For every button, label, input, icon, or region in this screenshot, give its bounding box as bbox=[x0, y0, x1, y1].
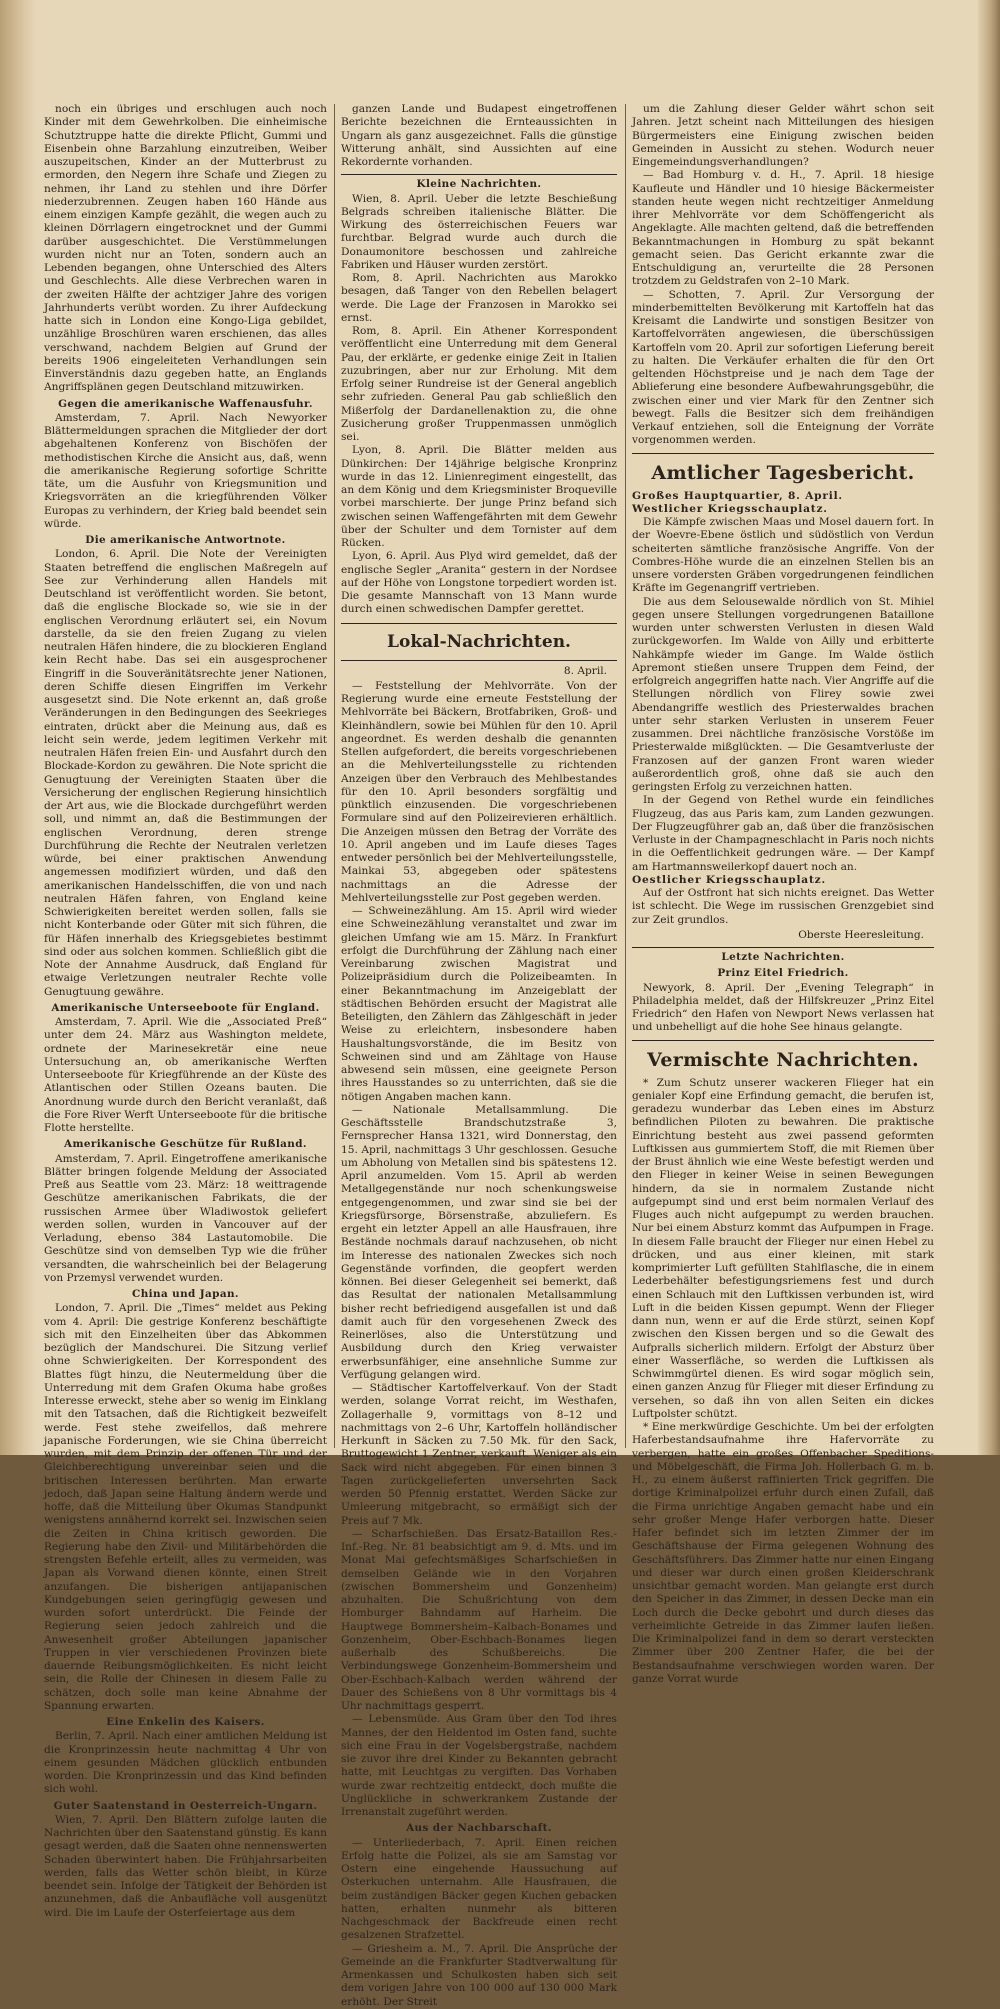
column-3 bbox=[632, 103, 934, 1685]
right-page-edge bbox=[978, 0, 1000, 1455]
column-2 bbox=[341, 103, 617, 2008]
article-text: Lyon, 8. April. Die Blätter melden aus Dünkirchen: Der 14jährige belgische Kronprinz wurde in das 12. Linienregiment eingestellt, das an dem König und dem Kriegsminister Broqueville vorbei marschierte. Der junge Prinz befand sich zwischen seinen Waffengefährten mit dem Gewehr über der Schulter und dem Tornister auf dem Rücken. bbox=[341, 444, 617, 549]
article-text: — Unterliederbach, 7. April. Einen reichen Erfolg hatte die Polizei, als sie am Samstag vor Ostern eine eingehende Haussuchung auf Osterkuchen unternahm. Alle Hausfrauen, die beim zuständigen Bäcker gegen Kuchen gebacken hatten, erhalten nunmehr als bitteren Nachgeschmack der Backfreude einen recht gesalzenen Strafzettel. bbox=[341, 1836, 617, 1942]
section-title-tagesbericht: Amtlicher Tagesbericht. bbox=[651, 461, 915, 484]
article-text: — Schweinezählung. Am 15. April wird wieder eine Schweinezählung veranstaltet und zwar im gleichen Umfang wie am 15. März. In Frankfurt erfolgt die Durchführung der Zählung nach einer Vereinbarung zwischen Magistrat und Polizeipräsidium durch die Polizeibeamten. In einer Bekanntmachung im Anzeigeblatt der städtischen Behörden ersucht der Magistrat alle Beteiligten, den Zählern das Zählgeschäft in jeder Weise zu erleichtern, insbesondere haben Haushaltungsvorstände, die im Besitz von Schweinen sind und am Zähltage von Hause abwesend sein müssen, eine geeignete Person ihres Hausstandes so zu unterrichten, daß sie die nötigen Angaben machen kann. bbox=[341, 905, 617, 1103]
signature: Oberste Heeresleitung. bbox=[798, 928, 924, 941]
section-divider bbox=[632, 947, 934, 948]
article-text: — Bad Homburg v. d. H., 7. April. 18 hiesige Kaufleute und Händler und 10 hiesige Bäckermeister standen heute wegen nicht rechtzeitiger Anmeldung ihrer Mehlvorräte vor dem Schöffengericht als Angeklagte. Alle machten geltend, daß die betreffenden Bekanntmachungen in Homburg zu spät bekannt gemacht seien. Das Gericht erkannte zwar die Entschuldigung an, verurteilte die 28 Personen trotzdem zu Geldstrafen von 2–10 Mark. bbox=[632, 169, 934, 288]
headline: China und Japan. bbox=[132, 1288, 239, 1300]
article-text: Amsterdam, 7. April. Eingetroffene amerikanische Blätter bringen folgende Meldung der Associated Preß aus Seattle vom 23. März: 18 weittragende Geschütze amerikanischen Fabrikats, die der russischen Armee über Wladiwostok geliefert werden sollen, wurden in Vancouver auf der Verladung, ebenso 384 Lastautomobile. Die Geschütze sind von demselben Typ wie die früher versandten, die wahrscheinlich bei der Belagerung von Przemysl verwendet wurden. bbox=[44, 1152, 327, 1284]
headline: Guter Saatenstand in Oesterreich-Ungarn. bbox=[53, 1799, 318, 1812]
headline: Die amerikanische Antwortnote. bbox=[85, 534, 286, 546]
article-text: Wien, 7. April. Den Blättern zufolge lauten die Nachrichten über den Saatenstand günstig. Es kann gesagt werden, daß die Saaten ohne nennenswerten Schaden überwintert haben. Die Frühjahrsarbeiten werden, falls das Wetter schön bleibt, in Kürze beendet sein. Infolge der Tätigkeit der Behörden ist anzunehmen, daß die Anbaufläche voll ausgenützt wird. Die im Laufe der Osterfeiertage aus dem bbox=[44, 1813, 327, 1919]
section-title-vermischte: Vermischte Nachrichten. bbox=[647, 1048, 919, 1071]
article-text: ganzen Lande und Budapest eingetroffenen Berichte bezeichnen die Ernteaussichten in Ungarn als ganz ausgezeichnet. Falls die günstige Witterung anhält, sind Aussichten auf eine Rekordernte vorhanden. bbox=[341, 103, 617, 168]
article-text: um die Zahlung dieser Gelder währt schon seit Jahren. Jetzt scheint nach Mitteilungen des hiesigen Bürgermeisters eine Einigung zwischen beiden Gemeinden in Aussicht zu stehen. Wodurch neuer Eingemeindungsverhandlungen? bbox=[632, 103, 934, 168]
column-rule-1 bbox=[334, 104, 335, 1448]
section-divider bbox=[632, 453, 934, 454]
article-text: Rom, 8. April. Ein Athener Korrespondent veröffentlicht eine Unterredung mit dem General Pau, der erklärte, er gedenke einige Zeit in Italien zuzubringen, aber nur zur Erholung. Mit dem Erfolg seiner Rundreise ist der General angeblich sehr zufrieden. General Pau gab schließlich den Mißerfolg der Dardanellenaktion zu, die ohne Zusicherung großer Truppenmassen unmöglich sei. bbox=[341, 325, 617, 443]
article-text: London, 7. April. Die „Times“ meldet aus Peking vom 4. April: Die gestrige Konferenz beschäftigte sich mit den Einzelheiten über das Abkommen bezüglich der Mandschurei. Die Sitzung verlief ohne Schwierigkeiten. Der Korrespondent des Blattes fügt hinzu, die Neutermeldung über die Unterredung mit dem Grafen Okuma habe großes Interesse erweckt, stehe aber so wenig im Einklang mit den Tatsachen, daß die Richtigkeit bezweifelt werde. Fest stehe zweifellos, daß mehrere japanische Forderungen, wie sie China überreicht wurden, mit dem Prinzip der offenen Tür und der Gleichberechtigung unvereinbar seien und die britischen Interessen berührten. Man erwarte jedoch, daß Japan seine Haltung ändern werde und hoffe, daß die Mitteilung über Okumas Standpunkt wenigstens annähernd korrekt sei. Inzwischen seien die Zeiten in China kritisch geworden. Die Regierung habe den Zivil- und Militärbehörden die strengsten Befehle erteilt, alles zu vermeiden, was Japan als Vorwand dienen könnte, einen Streit anzufangen. Die bisherigen antijapanischen Kundgebungen seien geringfügig gewesen und wurden sofort unterdrückt. Die Feinde der Regierung seien jedoch zahlreich und die Anwesenheit großer Abteilungen japanischer Truppen in vier verschiedenen Provinzen biete dauernde Reibungsmöglichkeiten. Es nicht leicht sein, die Rolle der Chinesen in diesem Falle zu schätzen, doch solle man keine Abnahme der Spannung erwarten. bbox=[44, 1302, 327, 1712]
article-text: London, 6. April. Die Note der Vereinigten Staaten betreffend die englischen Maßregeln auf See zur Verhinderung allen Handels mit Deutschland ist veröffentlicht worden. Sie betont, daß die englische Blockade so, wie sie in der englischen Verordnung erläutert sei, ein Novum darstelle, da sie den freien Zugang zu vielen neutralen Häfen hindere, die zu blockieren England kein Recht habe. Das sei ein ausgesprochener Eingriff in die Souveränitätsrechte jener Nationen, deren Schiffe diesen Eingriffen im Verkehr ausgesetzt sind. Die Note erkennt an, daß große Veränderungen in den Bedingungen des Seekrieges eintraten, drückt aber die Meinung aus, daß es leicht sein werde, jedem legitimen Verkehr mit neutralen Häfen freien Ein- und Ausfahrt durch den Blockade-Kordon zu gewähren. Die Note spricht die Genugtuung der Vereinigten Staaten über die Versicherung der englischen Regierung hinsichtlich der Art aus, wie die Blockade durchgeführt werden soll, und nimmt an, daß die Bestimmungen der englischen Verordnung, deren strenge Durchführung die Rechte der Neutralen verletzen würde, bei einer praktischen Anwendung angemessen modifiziert würden, und daß den amerikanischen Handelsschiffen, die von und nach neutralen Häfen fahren, von England keine Schwierigkeiten bereitet werden sollen, falls sie nicht Konterbande oder Güter mit sich führen, die für Häfen innerhalb des Kriegsgebietes bestimmt sind oder aus solchen kommen. Schließlich gibt die Note der Annahme Ausdruck, daß England für etwaige Verletzungen neutraler Rechte volle Genugtuung gewähre. bbox=[44, 548, 327, 998]
headline: Kleine Nachrichten. bbox=[416, 178, 542, 191]
subheading: Westlicher Kriegsschauplatz. bbox=[632, 502, 828, 515]
article-text: Die aus dem Selousewalde nördlich von St. Mihiel gegen unsere Stellungen vorgedrungenen Bataillone wurden unter schwersten Verlusten in diesen Wald zurückgeworfen. Im Walde von Ailly und erbitterte Nahkämpfe wieder im Gange. Im Walde östlich Apremont stießen unsere Truppen dem Feind, der erfolgreich angegriffen hatte nach. Vier Angriffe auf die Stellungen nördlich von Flirey sowie zwei Abendangriffe westlich des Priesterwaldes brachen unter sehr starken Verlusten in unserem Feuer zusammen. Drei nächtliche französische Vorstöße im Priesterwalde mißglückten. — Die Gesamtverluste der Franzosen auf der ganzen Front waren wieder außerordentlich groß, ohne daß sie auch den geringsten Erfolg zu verzeichnen hatten. bbox=[632, 595, 934, 793]
article-text: — Griesheim a. M., 7. April. Die Ansprüche der Gemeinde an die Frankfurter Stadtverwaltung für Armenkassen und Schulkosten haben sich seit dem vorigen Jahre von 100 000 auf 130 000 Mark erhöht. Der Streit bbox=[341, 1942, 617, 2008]
article-text: Die Kämpfe zwischen Maas und Mosel dauern fort. In der Woevre-Ebene östlich und südöstlich von Verdun scheiterten sämtliche französische Angriffe. Von der Combres-Höhe wurde die an einzelnen Stellen bis an unsere vordersten Gräben vorgedrungenen feindlichen Kräfte im Gegenangriff vertrieben. bbox=[632, 516, 934, 595]
dateline: 8. April. bbox=[563, 664, 607, 677]
article-text: Rom, 8. April. Nachrichten aus Marokko besagen, daß Tanger von den Rebellen belagert werde. Die Lage der Franzosen in Marokko sei ernst. bbox=[341, 272, 617, 324]
article-text: Newyork, 8. April. Der „Evening Telegraph“ in Philadelphia meldet, daß der Hilfskreuzer „Prinz Eitel Friedrich“ den Hafen von Newport News verlassen hat und unbehelligt auf die hohe See hinaus gelangte. bbox=[632, 981, 934, 1034]
article-text: — Feststellung der Mehlvorräte. Von der Regierung wurde eine erneute Feststellung der Mehlvorräte bei Bäckern, Brotfabriken, Groß- und Kleinhändlern, sowie bei Mühlen für den 10. April angeordnet. Es werden deshalb die genannten Stellen aufgefordert, die bereits vorgeschriebenen an die Mehlverteilungsstelle zu richtenden Anzeigen über den Verbrauch des Mehlbestandes für den 10. April besonders sorgfältig und pünktlich einzusenden. Die vorgeschriebenen Formulare sind auf den Polizeirevieren erhältlich. Die Anzeigen müssen den Betrag der Vorräte des 10. April angeben und im Laufe dieses Tages entweder persönlich bei der Mehlverteilungsstelle, Mainkai 53, abgegeben oder spätestens nachmittags an die Adresse der Mehlverteilungsstelle zur Post gegeben werden. bbox=[341, 679, 617, 904]
section-title-lokal: Lokal-Nachrichten. bbox=[341, 623, 617, 661]
headline: Aus der Nachbarschaft. bbox=[406, 1822, 552, 1835]
section-divider bbox=[341, 174, 617, 175]
article-text: Amsterdam, 7. April. Nach Newyorker Blättermeldungen sprachen die Mitglieder der dort abgehaltenen Konferenz von Bischöfen der methodistischen Kirche die Ansicht aus, daß, wenn die amerikanische Regierung sofortige Schritte täte, um die Ausfuhr von Kriegsmunition und Kriegsvorräten an die kriegführenden Völker Europas zu verhindern, der Krieg bald beendet sein würde. bbox=[44, 411, 327, 530]
article-text: Wien, 8. April. Ueber die letzte Beschießung Belgrads schreiben italienische Blätter. Die Wirkung des österreichischen Feuers war furchtbar. Belgrad wurde auch durch die Donaumonitore beschossen und zahlreiche Fabriken und Häuser wurden zerstört. bbox=[341, 192, 617, 271]
left-page-edge bbox=[0, 0, 36, 1455]
article-text: In der Gegend von Rethel wurde ein feindliches Flugzeug, das aus Paris kam, zum Landen gezwungen. Der Flugzeugführer gab an, daß über die französischen Verluste in der Champagneschlacht in Paris noch nichts in die Oeffentlichkeit gedrungen wäre. — Der Kampf am Hartmannsweilerkopf dauert noch an. bbox=[632, 794, 934, 873]
headline: Amerikanische Unterseeboote für England. bbox=[51, 1001, 320, 1014]
article-text: — Städtischer Kartoffelverkauf. Von der Stadt werden, solange Vorrat reicht, im Westhafen, Zollagerhalle 9, vormittags von 8–12 und nachmittags von 2–6 Uhr, Kartoffeln holländischer Herkunft in Säcken zu 7.50 Mk. für den Sack, Bruttogewicht 1 Zentner, verkauft. Weniger als ein Sack wird nicht abgegeben. Für einen binnen 3 Tagen zurückgelieferten unversehrten Sack werden 50 Pfennig erstattet. Werden Säcke zur Umleerung mitgebracht, so ermäßigt sich der Preis auf 7 Mk. bbox=[341, 1382, 617, 1527]
article-text: — Scharfschießen. Das Ersatz-Bataillon Res.-Inf.-Reg. Nr. 81 beabsichtigt am 9. d. Mts. und im Monat Mai gefechtsmäßiges Scharfschießen in demselben Gelände wie in den Vorjahren (zwischen Bommersheim und Gonzenheim) abzuhalten. Die Schußrichtung von dem Homburger Bahndamm auf Harheim. Die Hauptwege Bommersheim–Kalbach-Bonames und Gonzenheim, Ober-Eschbach-Bonames liegen außerhalb des Schußbereichs. Die Verbindungswege Gonzenheim-Bommersheim und Ober-Eschbach-Kalbach werden während der Dauer des Schießens von 8 Uhr vormittags bis 4 Uhr nachmittags gesperrt. bbox=[341, 1527, 617, 1712]
article-text: * Zum Schutz unserer wackeren Flieger hat ein genialer Kopf eine Erfindung gemacht, die berufen ist, geradezu wunderbar das Leben eines im Absturz befindlichen Piloten zu bewahren. Die praktische Einrichtung besteht aus zwei passend geformten Luftkissen aus gummiertem Stoff, die mit Riemen über der Brust ähnlich wie eine Weste befestigt werden und den Flieger in keiner Weise in seinen Bewegungen hindern, da sie in normalem Zustande nicht aufgepumpt sind und erst beim normalen Verlauf des Fluges auch nicht aufgepumpt zu werden brauchen. Nur bei einem Absturz kommt das Aufpumpen in Frage. In diesem Falle braucht der Flieger nur einen Hebel zu drücken, und aus einer kleinen, mit stark komprimierter Luft gefüllten Stahlflasche, die in einem Lederbehälter befestigungsriemens fest und durch einen Schlauch mit den Luftkissen verbunden ist, wird Luft in die beiden Kissen gepumpt. Wenn der Flieger dann nun, wenn er auf die Erde stürzt, seinen Kopf zwischen den Kissen bergen und so die Gewalt des Aufpralls sicherlich mildern. Erfolgt der Absturz über einer Wasserfläche, so werden die Luftkissen als Schwimmgürtel dienen. Es wird sogar möglich sein, einen ganzen Anzug für Flieger mit dieser Erfindung zu versehen, so daß ihn von allen Seiten ein dickes Luftpolster schützt. bbox=[632, 1076, 934, 1420]
article-text: — Lebensmüde. Aus Gram über den Tod ihres Mannes, der den Heldentod im Osten fand, suchte sich eine Frau in der Vogelsbergstraße, nachdem sie zuvor ihre drei Kinder zu Bekannten gebracht hatte, mit Leuchtgas zu vergiften. Das Vorhaben wurde zwar rechtzeitig entdeckt, doch mußte die Unglückliche in schwerkrankem Zustande der Irrenanstalt zugeführt werden. bbox=[341, 1713, 617, 1818]
article-text: Amsterdam, 7. April. Wie die „Associated Preß“ unter dem 24. März aus Washington meldete, ordnete der Marinesekretär eine neue Untersuchung an, ob amerikanische Werften Unterseeboote für Kriegführende an der Küste des Atlantischen oder Stillen Ozeans bauten. Die Anordnung wurde durch den Bericht veranlaßt, daß die Fore River Werft Unterseeboote für die britische Flotte herstellte. bbox=[44, 1016, 327, 1134]
headline: Prinz Eitel Friedrich. bbox=[717, 967, 849, 980]
headline: Gegen die amerikanische Waffenausfuhr. bbox=[58, 397, 313, 410]
article-text: noch ein übriges und erschlugen auch noch Kinder mit dem Gewehrkolben. Die einheimische Schutztruppe hatte die direkte Pflicht, Gummi und Eisenbein ohne Barzahlung einzutreiben, Weiber auszupeitschen, Kinder an der Mutterbrust zu ermorden, den Negern ihre Schafe und Ziegen zu nehmen, ihr Land zu stehlen und ihre Dörfer niederzubrennen. Zeugen haben 160 Hände aus einem einzigen Kampfe gezählt, die wegen auch zu kleinen Dörrlagern eingetrocknet und der Gummi darüber ausgeschichtet. Die Verstümmelungen wurden nicht nur an Toten, sondern auch an Lebenden begangen, ohne Unterschied des Alters und Geschlechts. Alle diese Verbrechen waren in der zweiten Hälfte der achtziger Jahre des vorigen Jahrhunderts verübt worden. Zu ihrer Aufdeckung hatte sich in London eine Kongo-Liga gebildet, unzählige Broschüren waren erschienen, das alles verschwand, nachdem Belgien auf Grund der bereits 1906 eingeleiteten Verhandlungen sein Einverständnis dazu gegeben hatte, an Englands Angriffsplänen gegen Deutschland mitzuwirken. bbox=[44, 103, 327, 394]
column-rule-2 bbox=[625, 104, 626, 1448]
article-text: Auf der Ostfront hat sich nichts ereignet. Das Wetter ist schlecht. Die Wege im russischen Grenzgebiet sind zur Zeit grundlos. bbox=[632, 887, 934, 926]
headline: Eine Enkelin des Kaisers. bbox=[106, 1716, 265, 1728]
section-divider bbox=[632, 1040, 934, 1041]
subheading: Oestlicher Kriegsschauplatz. bbox=[632, 873, 826, 886]
article-text: — Schotten, 7. April. Zur Versorgung der minderbemittelten Bevölkerung mit Kartoffeln hat das Kreisamt die Landwirte und sonstigen Besitzer von Kartoffelvorräten angewiesen, die überschüssigen Kartoffeln vom 20. April zur sofortigen Lieferung bereit zu halten. Die Verkäufer erhalten die für den Ort geltenden Höchstpreise und je nach dem Tage der Ablieferung eine besondere Aufbewahrungsgebühr, die zwischen einer und vier Mark für den Zentner sich bewegt. Falls die Besitzer sich dem freihändigen Verkauf entziehen, soll die Enteignung der Vorräte vorgenommen werden. bbox=[632, 288, 934, 447]
headline: Amerikanische Geschütze für Rußland. bbox=[64, 1138, 307, 1151]
column-1 bbox=[44, 103, 327, 1919]
article-text: Berlin, 7. April. Nach einer amtlichen Meldung ist die Kronprinzessin heute nachmittag 4 Uhr von einem gesunden Mädchen glücklich entbunden worden. Die Kronprinzessin und das Kind befinden sich wohl. bbox=[44, 1730, 327, 1796]
dateline: Großes Hauptquartier, 8. April. bbox=[632, 489, 843, 502]
article-text: — Nationale Metallsammlung. Die Geschäftsstelle Brandschutzstraße 3, Fernsprecher Hansa 1321, wird Donnerstag, den 15. April, nachmittags 3 Uhr geschlossen. Gesuche um Abholung von Metallen sind bis spätestens 12. April anzumelden. Vom 15. April ab werden Metallgegenstände nur noch schenkungsweise entgegengenommen, und zwar sind sie bei der Kriegsfürsorge, Börsenstraße, abzuliefern. Es ergeht ein letzter Appell an alle Hausfrauen, ihre Bestände nochmals darauf nachzusehen, ob nicht im Interesse des nationalen Zweckes sich noch Gegenstände vorfinden, die geopfert werden können. Bei dieser Gelegenheit sei bemerkt, daß das Resultat der nationalen Metallsammlung bisher recht befriedigend ausgefallen ist und daß damit auch für den vorgesehenen Zweck des Reinerlöses, also die Unterstützung und Ausbildung durch den Krieg verwaister erwerbsunfähiger, eine ansehnliche Summe zur Verfügung gelangen wird. bbox=[341, 1103, 617, 1381]
article-text: * Eine merkwürdige Geschichte. Um bei der erfolgten Haferbestandsaufnahme ihre Hafervorräte zu verbergen, hatte ein großes Offenbacher Speditions- und Möbelgeschäft, die Firma Joh. Hollerbach G. m. b. H., zu einem äußerst raffinierten Trick gegriffen. Die dortige Kriminalpolizei erfuhr durch einen Zufall, daß die Firma unrichtige Angaben gemacht habe und ein sehr großer Menge Hafer verborgen hatte. Dieser Hafer befindet sich im letzten Zimmer der im Geschäftshause der Firma gelegenen Wohnung des Geschäftsführers. Das Zimmer hatte nur einen Eingang und dieser war durch einen großen Kleiderschrank unsichtbar gemacht worden. Man gelangte erst durch den Speicher in das Zimmer, in dessen Decke man ein Loch durch die Decke gebohrt und durch dieses das verheimlichte Getreide in das Zimmer laufen ließen. Die Kriminalpolizei fand in dem so derart versteckten Zimmer über 200 Zentner Hafer, die bei der Bestandsaufnahme verschwiegen worden waren. Der ganze Vorrat wurde bbox=[632, 1421, 934, 1685]
headline: Letzte Nachrichten. bbox=[721, 951, 845, 963]
article-text: Lyon, 6. April. Aus Plyd wird gemeldet, daß der englische Segler „Aranita“ gestern in der Nordsee auf der Höhe von Longstone torpediert worden ist. Die gesamte Mannschaft von 13 Mann wurde durch einen schwedischen Dampfer gerettet. bbox=[341, 550, 617, 616]
